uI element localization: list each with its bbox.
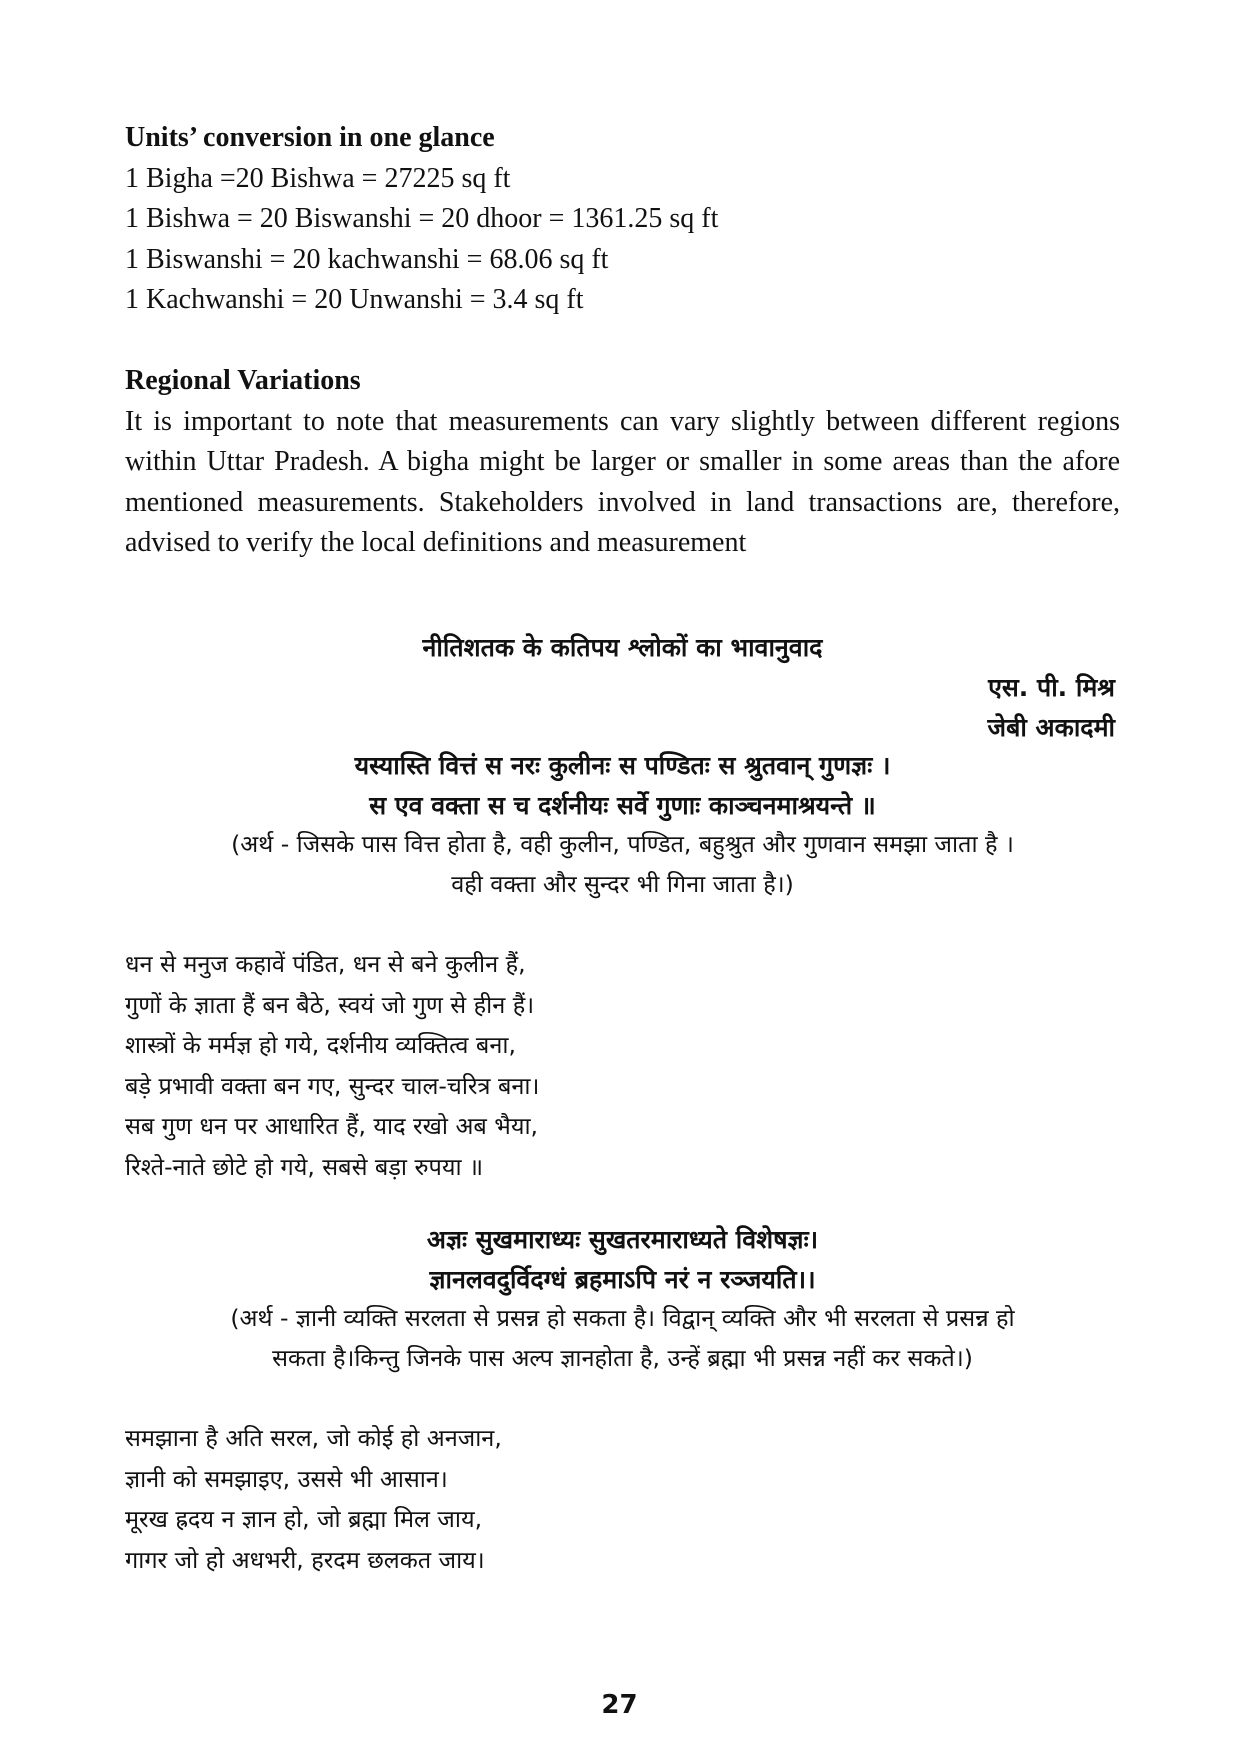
- hindi-poem-2: [125, 1418, 1120, 1580]
- regional-variations-section: [125, 361, 1120, 564]
- verse-line: यस्यास्ति वित्तं स नरः कुलीनः स पण्डितः स श्रुतवान् गुणज्ञः ।: [354, 751, 891, 780]
- units-line: 1 Bigha =20 Bishwa = 27225 sq ft: [125, 162, 511, 194]
- meaning-line: वही वक्ता और सुन्दर भी गिना जाता है।): [451, 870, 794, 898]
- verse-line: अज्ञः सुखमाराध्यः सुखतरमाराध्यते विशेषज्ञः।: [426, 1225, 819, 1254]
- sanskrit-verse-2: [125, 1220, 1120, 1300]
- units-line: 1 Biswanshi = 20 kachwanshi = 68.06 sq ft: [125, 243, 609, 275]
- sanskrit-verse-1: [125, 746, 1120, 826]
- poem-line: मूरख ह्रदय न ज्ञान हो, जो ब्रह्मा मिल जाय,: [125, 1505, 483, 1533]
- meaning-line: सकता है।किन्तु जिनके पास अल्प ज्ञानहोता है, उन्हें ब्रह्मा भी प्रसन्न नहीं कर सकते।): [272, 1344, 973, 1372]
- poem-line: गुणों के ज्ञाता हैं बन बैठे, स्वयं जो गुण से हीन हैं।: [125, 990, 535, 1019]
- poem-title: नीतिशतक के कतिपय श्लोकों का भावानुवाद: [422, 633, 823, 662]
- author-block: [800, 668, 1115, 748]
- author-name: एस. पी. मिश्र: [988, 673, 1115, 702]
- verse-line: ज्ञानलवदुर्विदग्धं ब्रहमाऽपि नरं न रञ्जयति।।: [429, 1265, 816, 1294]
- poem-line: बड़े प्रभावी वक्ता बन गए, सुन्दर चाल-चरित्र बना।: [125, 1071, 540, 1100]
- poem-line: शास्त्रों के मर्मज्ञ हो गये, दर्शनीय व्यक्तित्व बना,: [125, 1031, 516, 1059]
- regional-heading: Regional Variations: [125, 365, 361, 396]
- page-number: 27: [601, 1690, 638, 1720]
- verse-1-meaning: [125, 824, 1120, 904]
- poem-line: ज्ञानी को समझाइए, उससे भी आसान।: [125, 1464, 448, 1493]
- poem-line: रिश्ते-नाते छोटे हो गये, सबसे बड़ा रुपया ॥: [125, 1152, 484, 1181]
- poem-line: धन से मनुज कहावें पंडित, धन से बने कुलीन हैं,: [125, 950, 526, 978]
- author-affiliation: जेबी अकादमी: [987, 713, 1115, 742]
- verse-2-meaning: [125, 1298, 1120, 1378]
- units-line: 1 Bishwa = 20 Biswanshi = 20 dhoor = 1361.25 sq ft: [125, 203, 719, 234]
- meaning-line: (अर्थ - ज्ञानी व्यक्ति सरलता से प्रसन्न हो सकता है। विद्वान् व्यक्ति और भी सरलता से प्रसन्न हो: [230, 1304, 1015, 1332]
- poem-line: सब गुण धन पर आधारित हैं, याद रखो अब भैया,: [125, 1112, 539, 1140]
- meaning-line: (अर्थ - जिसके पास वित्त होता है, वही कुलीन, पण्डित, बहुश्रुत और गुणवान समझा जाता है ।: [231, 830, 1014, 858]
- units-heading: Units’ conversion in one glance: [125, 122, 495, 153]
- poem-line: समझाना है अति सरल, जो कोई हो अनजान,: [125, 1424, 502, 1452]
- poem-line: गागर जो हो अधभरी, हरदम छलकत जाय।: [125, 1545, 485, 1574]
- verse-line: स एव वक्ता स च दर्शनीयः सर्वे गुणाः काञ्चनमाश्रयन्ते ॥: [369, 791, 876, 820]
- units-conversion-section: [125, 118, 1120, 321]
- hindi-poem-1: [125, 944, 1120, 1187]
- units-line: 1 Kachwanshi = 20 Unwanshi = 3.4 sq ft: [125, 284, 584, 315]
- regional-paragraph: It is important to note that measurements can vary slightly between different regions within Uttar Pradesh. A bigha might be larger or smaller in some areas than the afore mentioned measurements. Stakeholders involved in land transactions are, therefore, advised to verify the local definitions and measurement: [125, 405, 1120, 558]
